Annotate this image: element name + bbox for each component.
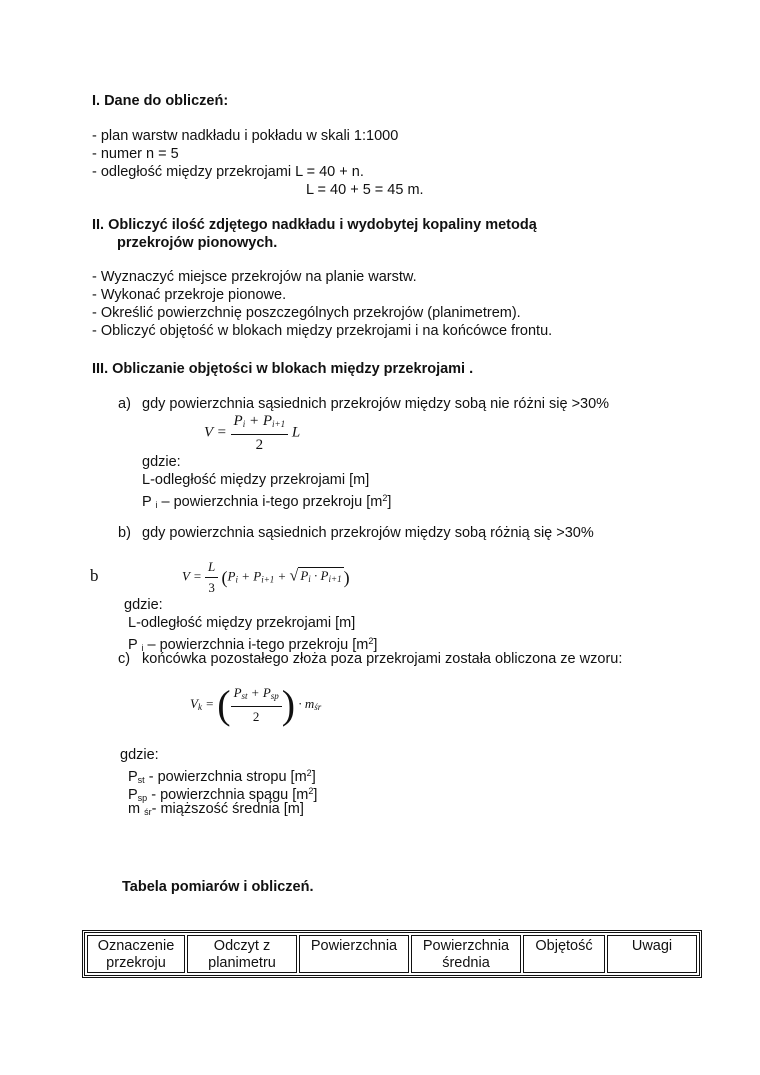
stray-b-mark: b (90, 566, 99, 585)
task-bullet-4: - Obliczyć objętość w blokach między przekrojami i na końcówce frontu. (92, 323, 553, 339)
case-a-text: gdy powierzchnia sąsiednich przekrojów między sobą nie różni się >30% (142, 396, 610, 412)
task-bullet-3: - Określić powierzchnię poszczególnych przekrojów (planimetrem). (92, 305, 521, 321)
formula-c: $V_k$ = ( $\frac{P_{st} + P_{sp}}{2}$ ) · $m_{śr}$ (190, 682, 322, 727)
section-2-heading-line1: II. Obliczyć ilość zdjętego nadkładu i wydobytej kopaliny metodą (92, 217, 537, 233)
case-b-L-def: L-odległość między przekrojami [m] (128, 615, 356, 631)
case-c-Psp-def: $P_{sp}$ - powierzchnia spągu $[m^2]$ (128, 786, 318, 803)
case-b-gdzie: gdzie: (124, 597, 163, 613)
header-cell-powierzchnia: Powierzchnia (299, 935, 409, 973)
header-cell-uwagi: Uwagi (607, 935, 697, 973)
table-title: Tabela pomiarów i obliczeń. (122, 879, 314, 895)
case-a-P-def: P $_i$ – powierzchnia i-tego przekroju $[m^2]$ (142, 493, 392, 510)
header-cell-objetosc: Objętość (523, 935, 605, 973)
case-b-text: gdy powierzchnia sąsiednich przekrojów między sobą różnią się >30% (142, 525, 594, 541)
section-3-heading: III. Obliczanie objętości w blokach między przekrojami . (92, 361, 474, 377)
case-b-P-def: P $_i$ – powierzchnia i-tego przekroju $[m^2]$ (128, 636, 378, 653)
section-2-heading-line2: przekrojów pionowych. (117, 235, 278, 251)
case-c-text: końcówka pozostałego złoża poza przekrojami została obliczona ze wzoru: (142, 651, 623, 667)
case-c-label: c) (118, 651, 131, 667)
header-cell-odczyt: Odczyt z planimetru (187, 935, 297, 973)
data-line-number: - numer n = 5 (92, 146, 179, 162)
data-line-distance: - odległość między przekrojami L = 40 + n. (92, 164, 364, 180)
section-1-heading: I. Dane do obliczeń: (92, 93, 229, 109)
formula-b: V = $\frac{L}{3}$ ($P_i + P_{i+1}$ + √ $P_i \cdot P_{i+1}$ ) (182, 559, 350, 595)
data-line-plan: - plan warstw nadkładu i pokładu w skali 1:1000 (92, 128, 399, 144)
task-bullet-2: - Wykonać przekroje pionowe. (92, 287, 287, 303)
case-a-L-def: L-odległość między przekrojami [m] (142, 472, 370, 488)
header-cell-powierzchnia-srednia: Powierzchnia średnia (411, 935, 521, 973)
task-bullet-1: - Wyznaczyć miejsce przekrojów na planie warstw. (92, 269, 417, 285)
data-line-distance-result: L = 40 + 5 = 45 m. (306, 182, 424, 198)
measurements-table (82, 930, 702, 978)
case-c-m-def: m $_{śr}$- miąższość średnia [m] (128, 801, 304, 817)
header-cell-oznaczenie: Oznaczenie przekroju (87, 935, 185, 973)
case-a-gdzie: gdzie: (142, 454, 181, 470)
case-a-label: a) (118, 396, 131, 412)
formula-a: V = $\frac{P_i + P_{i+1}}{2}$ L (204, 413, 301, 453)
table-header-row (87, 935, 697, 973)
case-b-label: b) (118, 525, 131, 541)
case-c-Pst-def: $P_{st}$ - powierzchnia stropu $[m^2]$ (128, 768, 316, 785)
case-c-gdzie: gdzie: (120, 747, 159, 763)
